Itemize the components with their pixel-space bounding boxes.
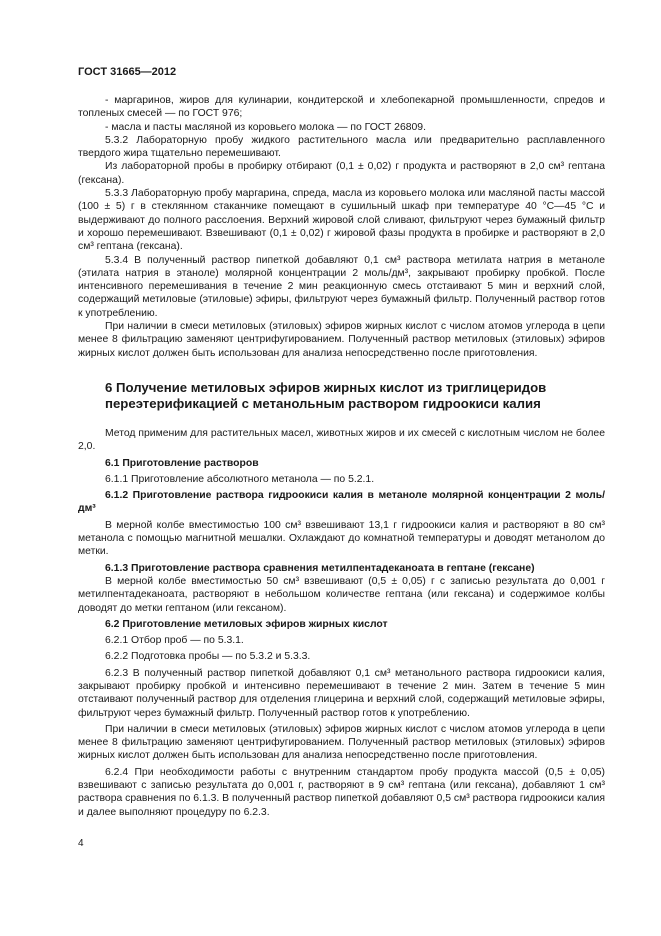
subsection-heading: 6.2 Приготовление метиловых эфиров жирных кислот xyxy=(105,618,388,630)
paragraph: 5.3.3 Лабораторную пробу маргарина, спреда, масла из коровьего молока или масляной пасты массой (100 ± 5) г в стеклянном стаканчике помещают в сушильный шкаф при температуре 40 °С—45 °С и выдерживают до полного расслоения. Верхний жировой слой сливают, фильтруют через бумажный фильтр и хорошо перемешивают. Взвешивают (0,1 ± 0,02) г жировой фазы продукта в пробирке и растворяют в 2,0 см³ гептана (гексана). xyxy=(78,188,605,253)
document-header: ГОСТ 31665—2012 xyxy=(78,66,177,78)
paragraph: При наличии в смеси метиловых (этиловых) эфиров жирных кислот с числом атомов углерода в цепи менее 8 фильтрацию заменяют центрифугированием. Полученный раствор метиловых (этиловых) эфиров жирных кислот должен быть использован для анализа непосредственно после приготовления. xyxy=(78,723,605,762)
paragraph: Из лабораторной пробы в пробирку отбирают (0,1 ± 0,02) г продукта и растворяют в 2,0 см³ гептана (гексана). xyxy=(78,161,605,186)
page-number: 4 xyxy=(78,838,84,849)
section-title: 6 Получение метиловых эфиров жирных кислот из триглицеридов переэтерификацией с метанольным раствором гидроокиси калия xyxy=(105,379,547,411)
paragraph: 6.2.4 При необходимости работы с внутренним стандартом пробу продукта массой (0,5 ± 0,05) взвешивают с записью результата до 0,001 г, растворяют в 9 см³ гептана (или гексана), добавляют 1 см³ раствора сравнения по 6.1.3. В полученный раствор пипеткой добавляют 0,5 см³ раствора гидроокиси калия и далее выполняют процедуру по 6.2.3. xyxy=(78,766,605,818)
paragraph: 6.2.1 Отбор проб — по 5.3.1. xyxy=(105,635,244,647)
paragraph: 5.3.2 Лабораторную пробу жидкого растительного масла или предварительно расплавленного твердого жира тщательно перемешивают. xyxy=(78,134,605,160)
paragraph: 6.2.2 Подготовка пробы — по 5.3.2 и 5.3.3. xyxy=(105,651,311,663)
paragraph: При наличии в смеси метиловых (этиловых) эфиров жирных кислот с числом атомов углерода в цепи менее 8 фильтрацию заменяют центрифугированием. Полученный раствор метиловых (этиловых) эфиров жирных кислот должен быть использован для анализа непосредственно после приготовления. xyxy=(78,321,605,359)
document-page xyxy=(78,66,605,819)
paragraph: 5.3.4 В полученный раствор пипеткой добавляют 0,1 см³ раствора метилата натрия в метаноле (этилата натрия в этаноле) молярной концентрации 2 моль/дм³, закрывают пробирку пробкой. После интенсивного перемешивания в течение 2 мин реакционную смесь отстаивают 5 мин и верхний слой, содержащий метиловые (этиловые) эфиры, фильтруют через бумажный фильтр. Полученный раствор готов к употреблению. xyxy=(78,254,605,319)
paragraph: 6.1.1 Приготовление абсолютного метанола — по 5.2.1. xyxy=(105,473,375,485)
subsection-heading: 6.1.2 Приготовление раствора гидроокиси калия в метаноле молярной концентрации 2 моль/дм³ xyxy=(78,490,605,515)
paragraph: - маргаринов, жиров для кулинарии, кондитерской и хлебопекарной промышленности, спредов и топленых смесей — по ГОСТ 976; xyxy=(78,95,605,120)
paragraph: В мерной колбе вместимостью 100 см³ взвешивают 13,1 г гидроокиси калия и растворяют в 80 см³ метанола с помощью магнитной мешалки. Охлаждают до комнатной температуры и доводят метанолом до метки. xyxy=(78,519,605,558)
paragraph: - масла и пасты масляной из коровьего молока — по ГОСТ 26809. xyxy=(105,121,426,133)
paragraph: В мерной колбе вместимостью 50 см³ взвешивают (0,5 ± 0,05) г с записью результата до 0,001 г метилпентадеканоата, растворяют в небольшом количестве гептана (или гексана) и содержимое колбы доводят до метки гептаном (или гексаном). xyxy=(78,575,605,614)
subsection-heading: 6.1.3 Приготовление раствора сравнения метилпентадеканоата в гептане (гексане) xyxy=(105,562,535,574)
paragraph: 6.2.3 В полученный раствор пипеткой добавляют 0,1 см³ метанольного раствора гидроокиси калия, закрывают пробирку пробкой и интенсивно перемешивают в течение 2 мин. Затем в течение 5 мин отстаивают полученный раствор для отделения глицерина и верхний слой, содержащий метиловые эфиры, фильтруют через бумажный фильтр. Полученный раствор готов к употреблению. xyxy=(78,667,605,719)
paragraph: Метод применим для растительных масел, животных жиров и их смесей с кислотным числом не более 2,0. xyxy=(78,427,605,453)
subsection-heading: 6.1 Приготовление растворов xyxy=(105,457,259,469)
